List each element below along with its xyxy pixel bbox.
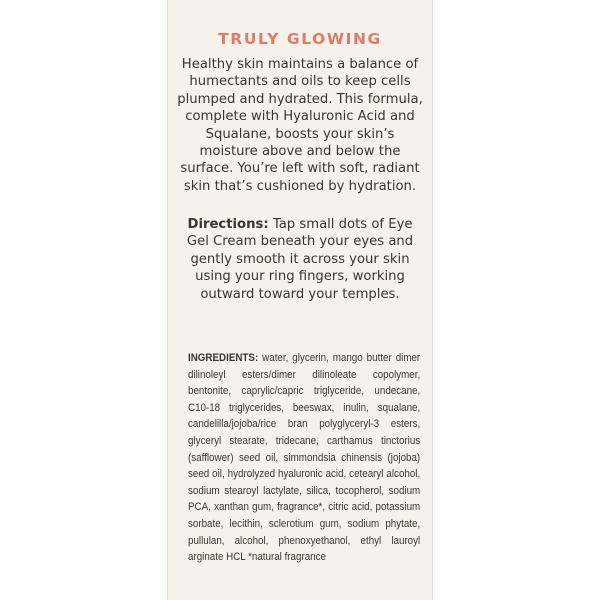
ingredients-label: INGREDIENTS: [188, 352, 259, 364]
directions-text: Tap small dots of Eye Gel Cream beneath your eyes and gently smooth it across your skin using your ring fingers, working outward toward your temples. [186, 217, 414, 302]
ingredients-text: water, glycerin, mango butter dimer dilinoleyl esters/dimer dilinoleate copolymer, bentonite, caprylic/capric triglyceride, undecane, C10-18 triglycerides, beeswax, inulin, squalane, candelilla/jojoba/rice bran polyglyceryl-3 esters, glyceryl stearate, tridecane, carthamus tinctorius (safflower) seed oil, simmondsia chinensis (jojoba) seed oil, hydrolyzed hyaluronic acid, cetearyl alcohol, sodium stearoyl lactylate, silica, tocopherol, sodium PCA, xanthan gum, fragrance*, citric acid, potassium sorbate, lecithin, sclerotium gum, sodium phytate, pullulan, alcohol, phenoxyethanol, ethyl lauroyl arginate HCL *natural fragrance [188, 352, 421, 564]
package-panel [167, 0, 433, 600]
directions-label: Directions: [187, 217, 269, 232]
heading: TRULY GLOWING [218, 30, 382, 48]
ingredients-list [188, 350, 420, 566]
directions-paragraph [175, 216, 425, 303]
intro-paragraph: Healthy skin maintains a balance of humectants and oils to keep cells plumped and hydrated. This formula, complete with Hyaluronic Acid and Squalane, boosts your skin’s moisture above and below the surface. You’re left with soft, radiant skin that’s cushioned by hydration. [177, 57, 423, 194]
